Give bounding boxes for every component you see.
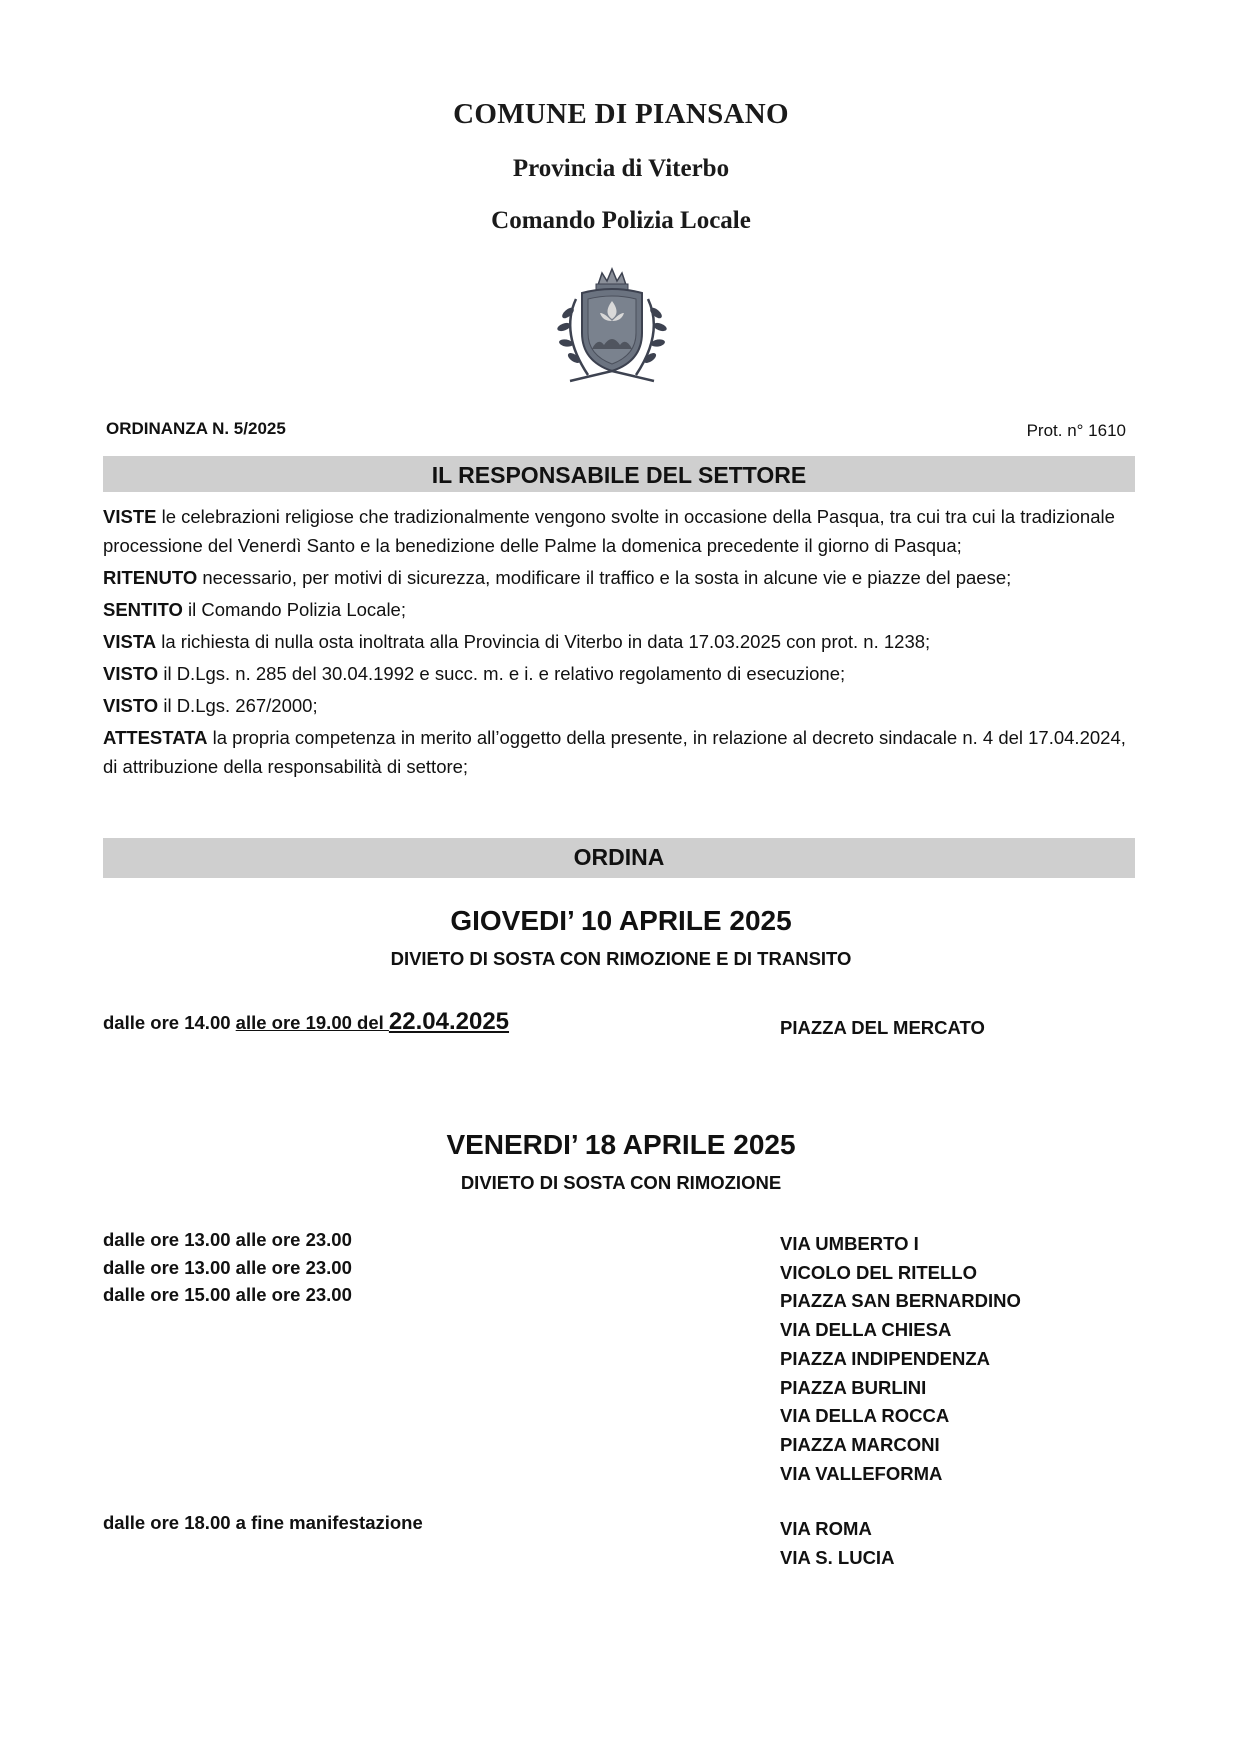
section2-subtitle: DIVIETO DI SOSTA CON RIMOZIONE [460, 1172, 782, 1193]
section2-event-time: dalle ore 18.00 a fine manifestazione [103, 1512, 423, 1533]
time-row: dalle ore 13.00 alle ore 23.00 [103, 1256, 352, 1278]
street-item: PIAZZA BURLINI [780, 1376, 927, 1398]
section2-times [103, 1226, 352, 1309]
street-item: VIA UMBERTO I [780, 1233, 919, 1254]
street-item: VIA ROMA [780, 1518, 872, 1539]
premise-visto-dlgs-267: VISTO il D.Lgs. 267/2000; [103, 695, 318, 716]
street-item: VICOLO DEL RITELLO [780, 1261, 977, 1283]
section1-date-title: GIOVEDI’ 10 APRILE 2025 [450, 905, 792, 936]
municipality-name: COMUNE DI PIANSANO [453, 98, 789, 130]
street-item: VIA DELLA CHIESA [780, 1319, 952, 1341]
section2-event-streets [780, 1515, 894, 1572]
street-item: VIA VALLEFORMA [780, 1462, 943, 1484]
authority-heading: IL RESPONSABILE DEL SETTORE [103, 456, 1135, 492]
premise-visto-dlgs-285: VISTO il D.Lgs. n. 285 del 30.04.1992 e succ. m. e i. e relativo regolamento di esecuzione; [103, 663, 846, 684]
ordina-heading: ORDINA [103, 838, 1135, 878]
province-name: Provincia di Viterbo [512, 155, 730, 182]
section1-time-range: dalle ore 14.00 alle ore 19.00 del 22.04.2025 [103, 1008, 510, 1035]
street-item: VIA S. LUCIA [780, 1546, 895, 1568]
premises-list [103, 502, 1139, 784]
premise-viste: VISTE le celebrazioni religiose che tradizionalmente vengono svolte in occasione della Pasqua, tra cui tra cui la tradizionale processione del Venerdì Santo e la benedizione delle Palme la domenica precedente il giorno di Pasqua; [103, 506, 1115, 556]
ordinance-number: ORDINANZA N. 5/2025 [106, 419, 286, 438]
street-item: PIAZZA MARCONI [780, 1433, 940, 1455]
section2-streets [780, 1230, 1021, 1488]
street-item: PIAZZA SAN BERNARDINO [780, 1290, 1021, 1312]
protocol-number: Prot. n° 1610 [1026, 421, 1126, 440]
police-command: Comando Polizia Locale [491, 207, 751, 234]
coat-of-arms-icon [532, 263, 692, 395]
premise-attestata: ATTESTATA la propria competenza in merito all’oggetto della presente, in relazione al decreto sindacale n. 4 del 17.04.2024, di attribuzione della responsabilità di settore; [103, 727, 1126, 777]
street-item: PIAZZA INDIPENDENZA [780, 1347, 991, 1369]
premise-ritenuto: RITENUTO necessario, per motivi di sicurezza, modificare il traffico e la sosta in alcune vie e piazze del paese; [103, 567, 1012, 588]
time-row: dalle ore 13.00 alle ore 23.00 [103, 1229, 352, 1250]
premise-vista: VISTA la richiesta di nulla osta inoltrata alla Provincia di Viterbo in data 17.03.2025 con prot. n. 1238; [103, 631, 931, 652]
section2-date-title: VENERDI’ 18 APRILE 2025 [446, 1129, 796, 1160]
premise-sentito: SENTITO il Comando Polizia Locale; [103, 599, 406, 620]
street-item: VIA DELLA ROCCA [780, 1405, 950, 1427]
section1-subtitle: DIVIETO DI SOSTA CON RIMOZIONE E DI TRANSITO [390, 948, 852, 969]
time-row: dalle ore 15.00 alle ore 23.00 [103, 1284, 352, 1305]
section1-location: PIAZZA DEL MERCATO [780, 1017, 985, 1038]
